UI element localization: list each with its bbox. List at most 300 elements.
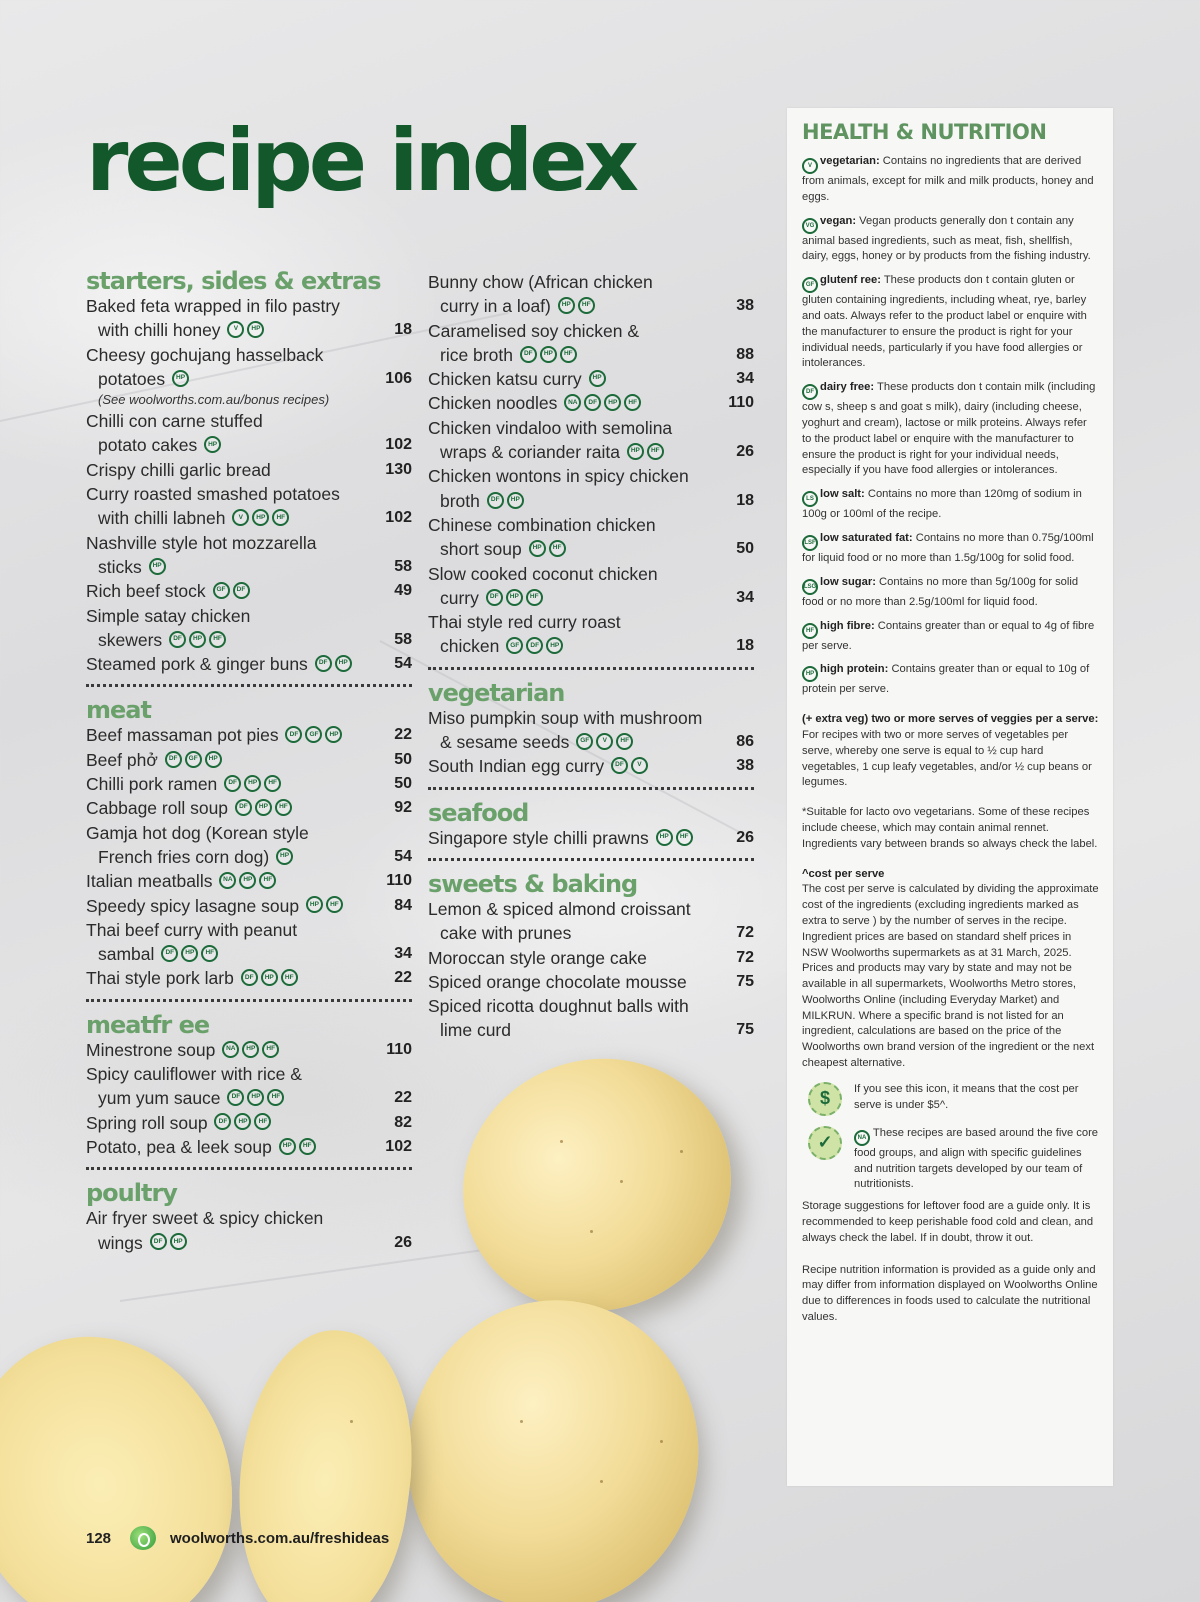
recipe-entry[interactable] — [428, 391, 754, 415]
df-badge-icon: DF — [224, 775, 241, 792]
definition-text: Vegan products generally don t contain any animal based ingredients, such as meat, fish, shellfish, dairy, eggs, honey or by products from the fishing industry. — [802, 214, 1091, 263]
recipe-name-line2: curry in a loaf) HP HF — [428, 294, 754, 318]
recipe-name-line2: chicken GF DF HP — [428, 634, 754, 658]
hf-badge-icon: HF — [254, 1113, 271, 1130]
hf-badge-icon: HF — [549, 540, 566, 557]
definition-text: Contains no more than 120mg of sodium in 100g or 100ml of the recipe. — [802, 488, 1082, 521]
page-number: 128 — [86, 1529, 112, 1547]
recipe-name-line1: Caramelised soy chicken & — [428, 320, 640, 341]
recipe-name-line1: Chilli pork ramen DF HP HF — [86, 772, 412, 796]
hf-badge-icon: HF — [272, 509, 289, 526]
hf-badge-icon: HF — [560, 346, 577, 363]
hf-badge-icon: HF — [299, 1138, 316, 1155]
budget-icon-text: If you see this icon, it means that the cost per serve is under $5^. — [854, 1082, 1079, 1111]
recipe-column-left — [86, 268, 412, 1255]
hp-badge-icon: HP — [558, 297, 575, 314]
diet-badges — [529, 540, 566, 557]
recipe-name-line1: Simple satay chicken — [86, 605, 251, 626]
df-badge-icon: DF — [802, 384, 818, 400]
definition-term: low sugar: — [820, 575, 876, 588]
section-heading: poultry — [86, 1179, 177, 1208]
recipe-name-line1: Lemon & spiced almond croissant — [428, 898, 691, 919]
gf-badge-icon: GF — [185, 751, 202, 768]
recipe-name-line1: Gamja hot dog (Korean style — [86, 822, 309, 843]
recipe-entry[interactable] — [86, 409, 412, 458]
recipe-entry[interactable] — [428, 513, 754, 562]
nutritionist-approved-check-icon: ✓ — [808, 1126, 842, 1160]
recipe-entry[interactable] — [86, 294, 412, 343]
hf-badge-icon: HF — [264, 775, 281, 792]
diet-badges — [169, 631, 226, 648]
diet-badges — [172, 370, 189, 387]
recipe-name-line1: Chicken noodles NA DF HP HF — [428, 391, 754, 415]
df-badge-icon: DF — [233, 582, 250, 599]
definition-term: vegan: — [820, 214, 857, 227]
definition-text: Contains greater than or equal to 10g of protein per serve. — [802, 663, 1090, 696]
hp-badge-icon: HP — [242, 1041, 259, 1058]
definition-term: dairy free: — [820, 381, 875, 394]
page-ref: 26 — [736, 443, 754, 461]
df-badge-icon: DF — [150, 1233, 167, 1250]
hp-badge-icon: HP — [656, 829, 673, 846]
recipe-name-line2: potatoes HP — [86, 367, 412, 391]
lsg-badge-icon: LSG — [802, 579, 818, 595]
hp-badge-icon: HP — [234, 1113, 251, 1130]
page-ref: 106 — [385, 369, 412, 387]
page-ref: 110 — [386, 1040, 412, 1058]
recipe-entry[interactable] — [86, 772, 412, 796]
hf-badge-icon: HF — [326, 896, 343, 913]
page-ref: 102 — [385, 1137, 412, 1155]
diet-badges — [222, 1041, 279, 1058]
recipe-name-line1: Thai style pork larb DF HP HF — [86, 966, 412, 990]
recipe-name-line1: Bunny chow (African chicken — [428, 272, 653, 292]
recipe-name-line2: with chilli honey V HP — [86, 318, 412, 342]
diet-badges — [279, 1138, 316, 1155]
page-ref: 110 — [728, 394, 754, 412]
diet-badges — [611, 757, 648, 774]
section-poultry — [86, 1180, 412, 1255]
recipe-entry[interactable] — [86, 748, 412, 772]
definition-gf — [802, 273, 1099, 372]
recipe-entry[interactable] — [86, 579, 412, 603]
page-ref: 38 — [736, 757, 754, 775]
section-heading: meatfr ee — [86, 1010, 210, 1039]
panel-heading: HEALTH & NUTRITION — [802, 120, 1047, 144]
recipe-name-line1: Singapore style chilli prawns HP HF — [428, 826, 754, 850]
lacto-ovo-note: *Suitable for lacto ovo vegetarians. Some of these recipes include cheese, which may contain animal rennet. Ingredients vary between brands so always check the label. — [802, 806, 1098, 850]
recipe-name-line2: potato cakes HP — [86, 433, 412, 457]
recipe-name-line1: Miso pumpkin soup with mushroom — [428, 707, 703, 728]
hp-badge-icon: HP — [181, 945, 198, 962]
definition-df — [802, 380, 1099, 479]
website-link[interactable]: woolworths.com.au/freshideas — [170, 1529, 390, 1547]
page-ref: 49 — [394, 582, 412, 600]
recipe-name-line1: Italian meatballs NA HP HF — [86, 869, 412, 893]
na-badge-icon: NA — [854, 1130, 870, 1146]
diet-badges — [520, 346, 577, 363]
recipe-name-line2: sambal DF HP HF — [86, 942, 412, 966]
hp-badge-icon: HP — [239, 872, 256, 889]
recipe-name-line1: Rich beef stock GF DF — [86, 579, 412, 603]
hp-badge-icon: HP — [261, 969, 278, 986]
definition-lsg — [802, 575, 1099, 611]
recipe-name-line2: skewers DF HP HF — [86, 628, 412, 652]
definition-vg — [802, 214, 1099, 266]
recipe-entry[interactable] — [86, 1062, 412, 1111]
diet-badges — [219, 872, 276, 889]
hp-badge-icon: HP — [276, 848, 293, 865]
diet-badges — [285, 726, 342, 743]
recipe-name-line1: Spiced ricotta doughnut balls with — [428, 996, 689, 1017]
recipe-note: (See woolworths.com.au/bonus recipes) — [98, 392, 330, 408]
recipe-entry[interactable] — [86, 604, 412, 653]
woolworths-logo-icon — [130, 1526, 156, 1550]
recipe-name-line1: Chilli con carne stuffed — [86, 411, 263, 432]
recipe-name-line1: Beef phở DF GF HP — [86, 748, 412, 772]
page-ref: 102 — [385, 436, 412, 454]
diet-badges — [487, 492, 524, 509]
diet-badges — [204, 436, 221, 453]
recipe-name-line2: French fries corn dog) HP — [86, 845, 412, 869]
lsf-badge-icon: LSF — [802, 535, 818, 551]
page-ref: 50 — [394, 750, 412, 768]
recipe-name-line1: Beef massaman pot pies DF GF HP — [86, 723, 412, 747]
section-heading: sweets & baking — [428, 869, 638, 898]
cost-heading: ^cost per serve — [802, 867, 885, 880]
recipe-name-line1: Nashville style hot mozzarella — [86, 532, 317, 553]
recipe-entry[interactable] — [428, 826, 754, 850]
vg-badge-icon: VG — [802, 218, 818, 234]
hf-badge-icon: HF — [267, 1089, 284, 1106]
page-ref: 50 — [394, 775, 412, 793]
recipe-name-line2: broth DF HP — [428, 489, 754, 513]
recipe-entry[interactable] — [86, 343, 412, 410]
health-nutrition-panel — [787, 108, 1113, 1486]
page-ref: 50 — [736, 540, 754, 558]
df-badge-icon: DF — [235, 799, 252, 816]
diet-badges — [161, 945, 218, 962]
diet-badges — [558, 297, 595, 314]
hf-badge-icon: HF — [275, 799, 292, 816]
recipe-entry[interactable] — [86, 869, 412, 893]
df-badge-icon: DF — [241, 969, 258, 986]
definition-hp — [802, 662, 1099, 698]
dotted-divider — [428, 787, 754, 790]
nutritionist-icon-row — [802, 1126, 1099, 1193]
page-ref: 26 — [736, 828, 754, 846]
recipe-name-line1: Thai style red curry roast — [428, 612, 621, 633]
budget-icon-row — [802, 1082, 1099, 1116]
recipe-name-line1: Curry roasted smashed potatoes — [86, 484, 340, 505]
page-ref: 130 — [385, 460, 412, 478]
hp-badge-icon: HP — [802, 666, 818, 682]
recipe-name-line2: with chilli labneh V HP HF — [86, 506, 412, 530]
dotted-divider — [86, 999, 412, 1002]
recipe-name-line1: Cabbage roll soup DF HP HF — [86, 796, 412, 820]
hp-badge-icon: HP — [204, 436, 221, 453]
recipe-entry[interactable] — [86, 458, 412, 482]
recipe-entry[interactable] — [428, 270, 754, 319]
diet-badges — [214, 1113, 271, 1130]
page-footer — [86, 1526, 389, 1550]
recipe-name-line1: Spring roll soup DF HP HF — [86, 1111, 412, 1135]
page-ref: 34 — [736, 370, 754, 388]
diet-badges — [213, 582, 250, 599]
recipe-entry[interactable] — [428, 994, 754, 1043]
definition-term: high fibre: — [820, 619, 875, 632]
page-ref: 22 — [394, 726, 412, 744]
dotted-divider — [428, 667, 754, 670]
definition-term: low saturated fat: — [820, 531, 913, 544]
recipe-name-line2: yum yum sauce DF HP HF — [86, 1086, 412, 1110]
df-badge-icon: DF — [169, 631, 186, 648]
hp-badge-icon: HP — [252, 509, 269, 526]
hf-badge-icon: HF — [624, 394, 641, 411]
recipe-entry[interactable] — [86, 1206, 412, 1255]
df-badge-icon: DF — [520, 346, 537, 363]
page-ref: 86 — [736, 733, 754, 751]
ls-badge-icon: LS — [802, 491, 818, 507]
page-ref: 88 — [736, 345, 754, 363]
recipe-entry[interactable] — [86, 531, 412, 580]
storage-note: Storage suggestions for leftover food are a guide only. It is recommended to keep perishable food cold and clean, and always check the label. If in doubt, throw it out. — [802, 1200, 1094, 1244]
df-badge-icon: DF — [486, 589, 503, 606]
page-ref: 84 — [394, 896, 412, 914]
recipe-name-line1: Chicken vindaloo with semolina — [428, 417, 673, 438]
recipe-entry[interactable] — [428, 946, 754, 970]
gf-badge-icon: GF — [576, 733, 593, 750]
section-vegetarian — [428, 680, 754, 779]
hp-badge-icon: HP — [279, 1138, 296, 1155]
page-ref: 72 — [736, 948, 754, 966]
page-ref: 18 — [736, 637, 754, 655]
page-ref: 34 — [394, 945, 412, 963]
page-ref: 54 — [394, 655, 412, 673]
recipe-name-line1: Speedy spicy lasagne soup HP HF — [86, 894, 412, 918]
recipe-entry[interactable] — [428, 416, 754, 465]
section-meatfree — [86, 1012, 412, 1159]
recipe-entry[interactable] — [428, 897, 754, 946]
na-badge-icon: NA — [222, 1041, 239, 1058]
definition-term: high protein: — [820, 663, 889, 676]
recipe-entry[interactable] — [86, 652, 412, 676]
hf-badge-icon: HF — [209, 631, 226, 648]
recipe-entry[interactable] — [86, 482, 412, 531]
diet-badges — [656, 829, 693, 846]
df-badge-icon: DF — [161, 945, 178, 962]
extra-veg-heading: (+ extra veg) two or more serves of veggies per a serve: — [802, 713, 1099, 726]
recipe-name-line2: cake with prunes — [440, 923, 572, 944]
hf-badge-icon: HF — [262, 1041, 279, 1058]
recipe-column-middle — [428, 270, 754, 1043]
page-ref: 38 — [736, 297, 754, 315]
recipe-name-line2: rice broth DF HP HF — [428, 343, 754, 367]
hp-badge-icon: HP — [529, 540, 546, 557]
recipe-name-line2: wings DF HP — [86, 1231, 412, 1255]
diet-badges — [227, 1089, 284, 1106]
recipe-name-line1: South Indian egg curry DF V — [428, 754, 754, 778]
page-ref: 102 — [385, 509, 412, 527]
hp-badge-icon: HP — [172, 370, 189, 387]
recipe-name-line1: Slow cooked coconut chicken — [428, 563, 658, 584]
definition-text: Contains greater than or equal to 4g of fibre per serve. — [802, 619, 1095, 652]
recipe-name-line1: Crispy chilli garlic bread — [86, 459, 271, 480]
hp-badge-icon: HP — [149, 558, 166, 575]
na-badge-icon: NA — [564, 394, 581, 411]
recipe-entry[interactable] — [86, 966, 412, 990]
page-ref: 18 — [394, 321, 412, 339]
hp-badge-icon: HP — [170, 1233, 187, 1250]
v-badge-icon: V — [227, 321, 244, 338]
diet-badges — [235, 799, 292, 816]
recipe-name-line2: lime curd — [440, 1020, 511, 1041]
definition-v — [802, 154, 1099, 206]
definition-text: Contains no more than 0.75g/100ml for liquid food or no more than 1.5g/100g for solid food. — [802, 531, 1094, 564]
definition-term: low salt: — [820, 488, 865, 501]
recipe-entry[interactable] — [86, 796, 412, 820]
recipe-entry[interactable] — [428, 754, 754, 778]
diet-badges — [589, 370, 606, 387]
dotted-divider — [86, 1167, 412, 1170]
hf-badge-icon: HF — [647, 443, 664, 460]
hf-badge-icon: HF — [526, 589, 543, 606]
recipe-entry[interactable] — [86, 1135, 412, 1159]
recipe-entry[interactable] — [428, 970, 754, 994]
diet-badges — [506, 637, 563, 654]
definition-lsf — [802, 531, 1099, 567]
v-badge-icon: V — [596, 733, 613, 750]
df-badge-icon: DF — [611, 757, 628, 774]
recipe-entry[interactable] — [428, 464, 754, 513]
recipe-name-line1: Thai beef curry with peanut — [86, 919, 298, 940]
recipe-entry[interactable] — [86, 894, 412, 918]
section-poultry-continued — [428, 270, 754, 659]
hp-badge-icon: HP — [589, 370, 606, 387]
df-badge-icon: DF — [315, 655, 332, 672]
df-badge-icon: DF — [584, 394, 601, 411]
diet-badges — [227, 321, 264, 338]
page-ref: 92 — [394, 799, 412, 817]
hp-badge-icon: HP — [540, 346, 557, 363]
recipe-name-line2: short soup HP HF — [428, 537, 754, 561]
df-badge-icon: DF — [214, 1113, 231, 1130]
recipe-name-line2: & sesame seeds GF V HF — [428, 730, 754, 754]
recipe-name-line1: Minestrone soup NA HP HF — [86, 1038, 412, 1062]
section-heading: starters, sides & extras — [86, 267, 381, 295]
v-badge-icon: V — [232, 509, 249, 526]
page-ref: 58 — [394, 630, 412, 648]
section-sweets — [428, 871, 754, 1043]
hf-badge-icon: HF — [259, 872, 276, 889]
hp-badge-icon: HP — [627, 443, 644, 460]
page-ref: 72 — [736, 924, 754, 942]
page-ref: 82 — [394, 1113, 412, 1131]
budget-dollar-seal-icon: $ — [808, 1082, 842, 1116]
recipe-entry[interactable] — [86, 1038, 412, 1062]
section-heading: seafood — [428, 798, 529, 827]
diet-badges — [486, 589, 543, 606]
diet-badges — [315, 655, 352, 672]
cost-per-serve-note — [802, 867, 1099, 1072]
recipe-entry[interactable] — [428, 367, 754, 391]
page-ref: 75 — [736, 1021, 754, 1039]
na-badge-icon: NA — [219, 872, 236, 889]
diet-badges — [150, 1233, 187, 1250]
hp-badge-icon: HP — [244, 775, 261, 792]
recipe-name-line1: Chicken katsu curry HP — [428, 367, 754, 391]
recipe-entry[interactable] — [428, 706, 754, 755]
extra-veg-text: For recipes with two or more serves of vegetables per serve, whereby one serve is equal to ½ cup hard vegetables, 1 cup leafy vegetables, and/or ½ cup beans or legumes. — [802, 728, 1092, 789]
hf-badge-icon: HF — [616, 733, 633, 750]
hp-badge-icon: HP — [507, 492, 524, 509]
hp-badge-icon: HP — [306, 896, 323, 913]
hp-badge-icon: HP — [506, 589, 523, 606]
df-badge-icon: DF — [487, 492, 504, 509]
diet-badges — [306, 896, 343, 913]
cost-text: The cost per serve is calculated by dividing the approximate cost of the ingredients (excluding ingredients marked as extra to serve ) by the number of serves in the recipe. Ingredient prices are based on standard shelf prices in NSW Woolworths supermarkets as at 31 March, 2025. Prices and products may vary by state and may not be available in all supermarkets, Woolworths Metro stores, Woolworths Online (including Everyday Market) and MILKRUN. Where a specific brand is not listed for an ingredient, calculations are based on the price of the Woolworths own brand version of the ingredient or the next cheapest alternative. — [802, 883, 1099, 1070]
recipe-entry[interactable] — [86, 1111, 412, 1135]
recipe-entry[interactable] — [428, 319, 754, 368]
recipe-name-line1: Moroccan style orange cake — [428, 947, 647, 968]
df-badge-icon: DF — [227, 1089, 244, 1106]
diet-badges — [627, 443, 664, 460]
page-ref: 26 — [394, 1233, 412, 1251]
hp-badge-icon: HP — [604, 394, 621, 411]
section-starters — [86, 268, 412, 676]
recipe-entry[interactable] — [428, 610, 754, 659]
recipe-name-line2: wraps & coriander raita HP HF — [428, 440, 754, 464]
page-ref: 110 — [386, 872, 412, 890]
recipe-entry[interactable] — [86, 723, 412, 747]
v-badge-icon: V — [631, 757, 648, 774]
recipe-entry[interactable] — [86, 821, 412, 870]
definition-term: glutenf ree: — [820, 274, 881, 287]
recipe-name-line1: Baked feta wrapped in filo pastry — [86, 296, 340, 316]
hp-badge-icon: HP — [247, 1089, 264, 1106]
dotted-divider — [428, 858, 754, 861]
recipe-name-line1: Steamed pork & ginger buns DF HP — [86, 652, 412, 676]
nutrition-info-note: Recipe nutrition information is provided as a guide only and may differ from information displayed on Woolworths Online due to differences in foods used to calculate the nutritional values. — [802, 1263, 1098, 1324]
df-badge-icon: DF — [526, 637, 543, 654]
recipe-entry[interactable] — [86, 918, 412, 967]
page-ref: 18 — [736, 491, 754, 509]
page-ref: 22 — [394, 969, 412, 987]
dotted-divider — [86, 684, 412, 687]
hp-badge-icon: HP — [325, 726, 342, 743]
recipe-name-line2: sticks HP — [86, 555, 412, 579]
recipe-entry[interactable] — [428, 562, 754, 611]
hp-badge-icon: HP — [247, 321, 264, 338]
section-heading: vegetarian — [428, 678, 565, 707]
hp-badge-icon: HP — [546, 637, 563, 654]
recipe-name-line1: Chicken wontons in spicy chicken — [428, 466, 689, 487]
recipe-name-line1: Cheesy gochujang hasselback — [86, 344, 324, 365]
df-badge-icon: DF — [285, 726, 302, 743]
diet-badges — [224, 775, 281, 792]
gf-badge-icon: GF — [305, 726, 322, 743]
hp-badge-icon: HP — [335, 655, 352, 672]
hf-badge-icon: HF — [802, 623, 818, 639]
page-ref: 22 — [394, 1089, 412, 1107]
recipe-name-line1: Spiced orange chocolate mousse — [428, 971, 687, 992]
diet-badges — [241, 969, 298, 986]
gf-badge-icon: GF — [506, 637, 523, 654]
section-heading: meat — [86, 696, 151, 725]
hp-badge-icon: HP — [255, 799, 272, 816]
definition-text: These products don t contain gluten or gluten containing ingredients, including wheat, rye, barley and oats. Always refer to the product label or enquire with the manufacturer to ensure the product is right for your individual needs, particularly if you have food allergies or intolerances. — [802, 274, 1087, 370]
recipe-name-line2: curry DF HP HF — [428, 586, 754, 610]
